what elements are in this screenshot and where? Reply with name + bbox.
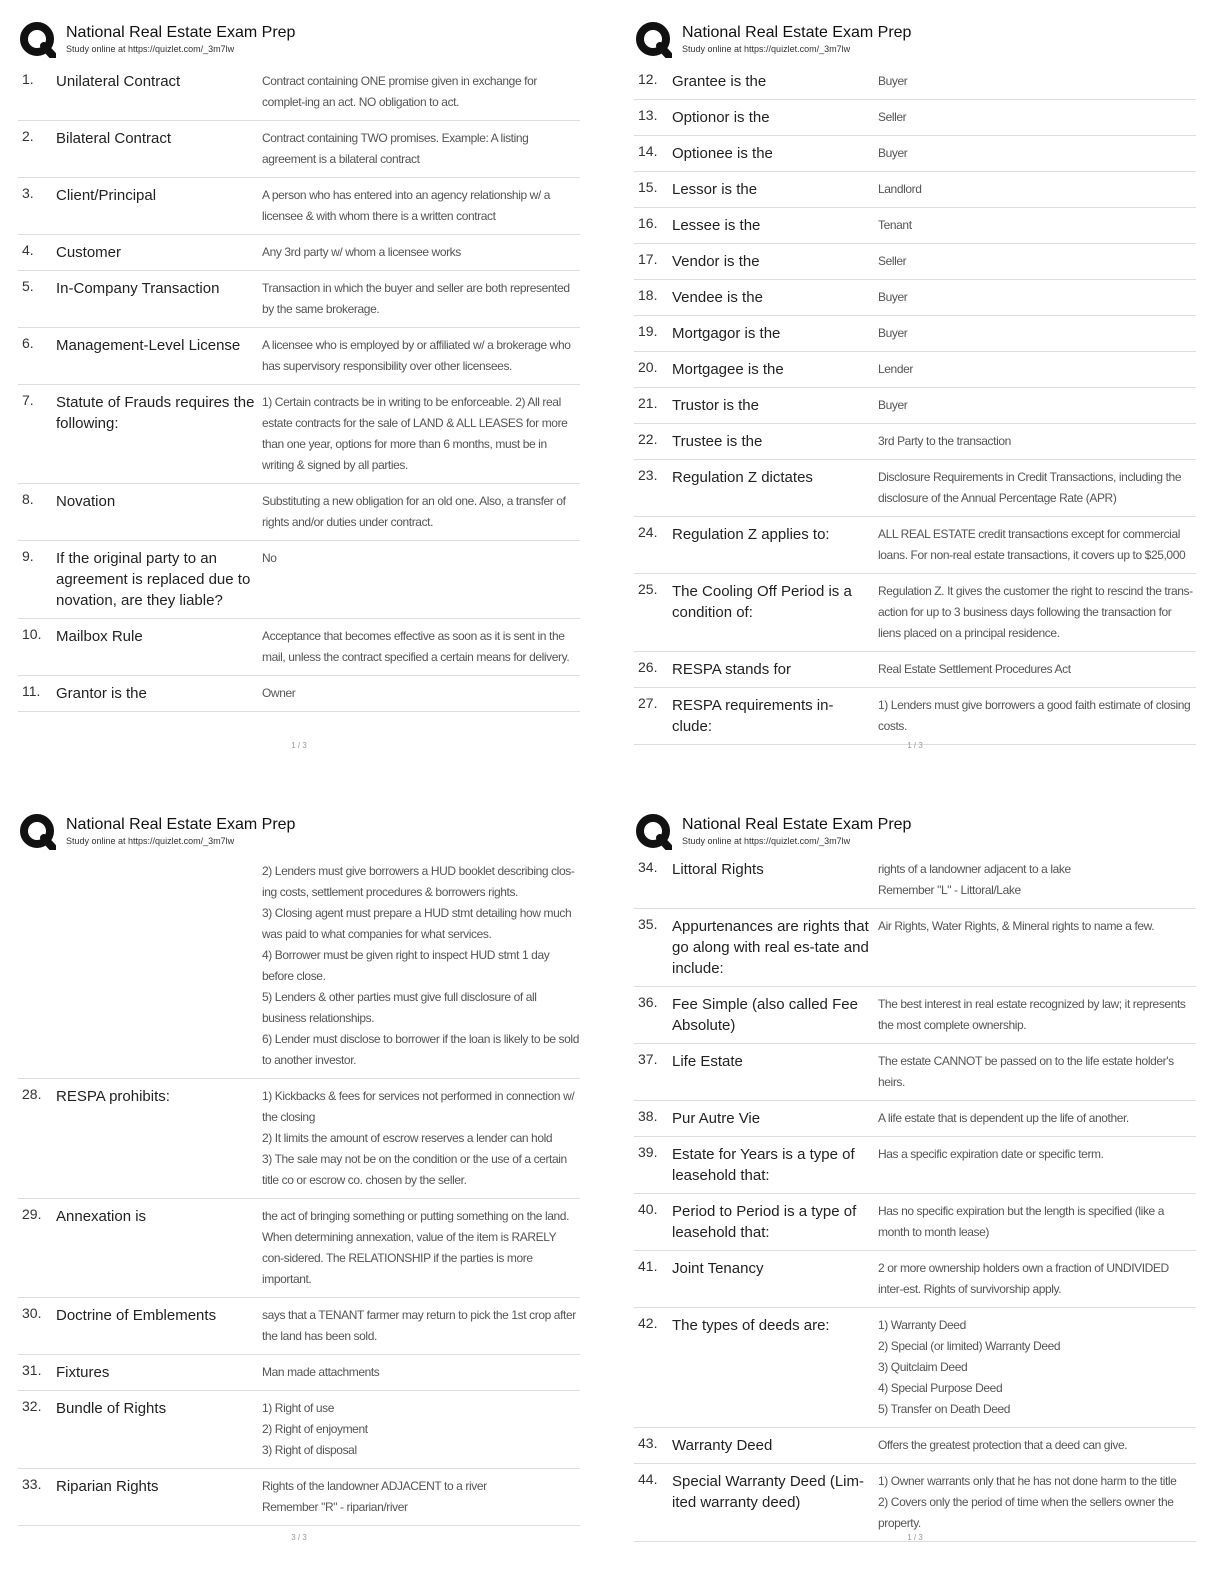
flashcard-row: [18, 676, 580, 712]
card-term: Regulation Z dictates: [672, 469, 813, 486]
flashcard-row: [18, 484, 580, 541]
card-term: Optionee is the: [672, 145, 773, 162]
card-term: If the original party to an agreement is replaced due to novation, are they liable?: [56, 550, 251, 609]
card-definition: Buyer: [878, 290, 908, 304]
card-definition: 1) Certain contracts be in writing to be enforceable. 2) All real estate contracts for the sale of LAND & ALL LEASES for more than one year, options for more than 6 months, must be in writing & signed by all parties.: [262, 395, 568, 472]
card-term: Bilateral Contract: [56, 130, 172, 147]
card-term: Appurtenances are rights that go along with real es-tate and include:: [672, 918, 869, 977]
card-term: Novation: [56, 493, 116, 510]
card-number: 12.: [638, 71, 658, 87]
card-term: In-Company Transaction: [56, 280, 220, 297]
card-number: 27.: [638, 695, 658, 711]
card-number: 23.: [638, 467, 658, 483]
flashcard-row: [18, 1199, 580, 1298]
card-number: 28.: [22, 1086, 42, 1102]
card-definition: A licensee who is employed by or affiliated w/ a brokerage who has supervisory responsibility over other licensees.: [262, 338, 571, 373]
flashcard-row: [634, 64, 1196, 100]
card-definition: 2 or more ownership holders own a fraction of UNDIVIDED inter-est. Rights of survivorship apply.: [878, 1261, 1169, 1296]
card-term: Regulation Z applies to:: [672, 526, 830, 543]
card-number: 43.: [638, 1435, 658, 1451]
card-number: 38.: [638, 1108, 658, 1124]
card-term: RESPA stands for: [672, 661, 791, 678]
flashcard-row: [634, 574, 1196, 652]
card-number: 11.: [22, 683, 41, 699]
flashcard-row: [634, 1251, 1196, 1308]
card-definition: Offers the greatest protection that a deed can give.: [878, 1438, 1128, 1452]
card-definition: Landlord: [878, 182, 922, 196]
card-number: 16.: [638, 215, 658, 231]
card-number: 25.: [638, 581, 658, 597]
card-term: Vendor is the: [672, 253, 760, 270]
page-4: [634, 792, 1196, 1562]
card-term: Fee Simple (also called Fee Absolute): [672, 996, 858, 1034]
flashcard-row: [634, 652, 1196, 688]
flashcard-row: [18, 1391, 580, 1469]
card-number: 20.: [638, 359, 658, 375]
card-definition: Seller: [878, 254, 907, 268]
flashcard-row: [634, 460, 1196, 517]
card-definition: Owner: [262, 686, 296, 700]
card-term: RESPA requirements in-clude:: [672, 697, 834, 735]
card-term: The Cooling Off Period is a condition of:: [672, 583, 852, 621]
card-term: Life Estate: [672, 1053, 743, 1070]
flashcard-row: [18, 328, 580, 385]
brand-title: National Real Estate Exam Prep: [66, 24, 296, 41]
flashcard-row: [18, 64, 580, 121]
card-term: Littoral Rights: [672, 861, 764, 878]
card-number: 41.: [638, 1258, 658, 1274]
card-term: Pur Autre Vie: [672, 1110, 761, 1127]
card-definition: Air Rights, Water Rights, & Mineral rights to name a few.: [878, 919, 1155, 933]
card-definition: 1) Warranty Deed 2) Special (or limited) Warranty Deed 3) Quitclaim Deed 4) Special Purpose Deed 5) Transfer on Death Deed: [878, 1318, 1061, 1416]
brand-title: National Real Estate Exam Prep: [66, 816, 296, 833]
card-number: 13.: [638, 107, 658, 123]
card-number: 22.: [638, 431, 658, 447]
flashcard-row: [18, 271, 580, 328]
brand-subtitle: Study online at https://quizlet.com/_3m7lw: [682, 44, 851, 54]
quizlet-logo-icon: [636, 22, 672, 58]
flashcard-list: [634, 64, 1196, 745]
flashcard-row: [634, 244, 1196, 280]
card-definition: Has a specific expiration date or specific term.: [878, 1147, 1104, 1161]
flashcard-row: [634, 1194, 1196, 1251]
flashcard-row: [634, 316, 1196, 352]
page-header: [634, 22, 1196, 66]
card-definition: Disclosure Requirements in Credit Transactions, including the disclosure of the Annual Percentage Rate (APR): [878, 470, 1182, 505]
card-definition: Buyer: [878, 398, 908, 412]
card-definition: Regulation Z. It gives the customer the right to rescind the trans-action for up to 3 business days following the transaction for liens placed on a principal residence.: [878, 584, 1193, 640]
card-definition: Real Estate Settlement Procedures Act: [878, 662, 1071, 676]
flashcard-row: [634, 208, 1196, 244]
flashcard-row: [18, 121, 580, 178]
card-number: 31.: [22, 1362, 42, 1378]
flashcard-list: [18, 854, 580, 1526]
card-definition: ALL REAL ESTATE credit transactions except for commercial loans. For non-real estate transactions, it covers up to $25,000: [878, 527, 1186, 562]
card-term: Trustee is the: [672, 433, 763, 450]
card-number: 35.: [638, 916, 658, 932]
quizlet-logo-icon: [20, 814, 56, 850]
page-header: [18, 22, 580, 66]
flashcard-row: [18, 1079, 580, 1199]
card-term: Trustor is the: [672, 397, 759, 414]
card-number: 10.: [22, 626, 42, 642]
card-number: 15.: [638, 179, 658, 195]
flashcard-row: [634, 280, 1196, 316]
page-3: [18, 792, 580, 1562]
card-number: 14.: [638, 143, 658, 159]
flashcard-row: [634, 172, 1196, 208]
card-number: 21.: [638, 395, 658, 411]
card-definition: Seller: [878, 110, 907, 124]
card-definition: Buyer: [878, 146, 908, 160]
card-term: The types of deeds are:: [672, 1317, 830, 1334]
card-term: Fixtures: [56, 1364, 110, 1381]
card-term: Annexation is: [56, 1208, 147, 1225]
flashcard-row: [18, 619, 580, 676]
card-definition: A life estate that is dependent up the life of another.: [878, 1111, 1129, 1125]
card-number: 1.: [22, 71, 34, 87]
card-number: 40.: [638, 1201, 658, 1217]
page-number: 1 / 3: [907, 1533, 923, 1542]
brand-title: National Real Estate Exam Prep: [682, 24, 912, 41]
card-definition: Has no specific expiration but the length is specified (like a month to month lease): [878, 1204, 1165, 1239]
card-definition: Rights of the landowner ADJACENT to a river Remember "R" - riparian/river: [262, 1479, 487, 1514]
card-number: 8.: [22, 491, 34, 507]
card-term: Estate for Years is a type of leasehold that:: [672, 1146, 855, 1184]
flashcard-list: [18, 64, 580, 712]
card-term: Grantor is the: [56, 685, 147, 702]
brand-subtitle: Study online at https://quizlet.com/_3m7lw: [682, 836, 851, 846]
card-term: Special Warranty Deed (Lim-ited warranty deed): [672, 1473, 865, 1511]
card-number: 18.: [638, 287, 658, 303]
card-term: Lessee is the: [672, 217, 761, 234]
card-number: 36.: [638, 994, 658, 1010]
card-number: 32.: [22, 1398, 42, 1414]
card-number: 29.: [22, 1206, 42, 1222]
card-definition: Any 3rd party w/ whom a licensee works: [262, 245, 461, 259]
card-term: Statute of Frauds requires the following:: [56, 394, 255, 432]
page-2: [634, 0, 1196, 770]
card-definition: 1) Kickbacks & fees for services not performed in connection w/ the closing 2) It limits the amount of escrow reserves a lender can hold 3) The sale may not be on the condition or the use of a certain title co or escrow co. chosen by the seller.: [262, 1089, 575, 1187]
page-header: [18, 814, 580, 858]
card-number: 19.: [638, 323, 658, 339]
flashcard-row: [634, 1464, 1196, 1542]
page-number: 1 / 3: [907, 741, 923, 750]
flashcard-row: [634, 688, 1196, 745]
card-number: 17.: [638, 251, 658, 267]
card-definition: Tenant: [878, 218, 912, 232]
card-number: 2.: [22, 128, 34, 144]
card-term: Management-Level License: [56, 337, 241, 354]
card-term: Joint Tenancy: [672, 1260, 764, 1277]
card-number: 42.: [638, 1315, 658, 1331]
card-term: Client/Principal: [56, 187, 157, 204]
flashcard-row: [634, 909, 1196, 987]
card-definition: Buyer: [878, 326, 908, 340]
flashcard-row: [634, 1101, 1196, 1137]
brand-subtitle: Study online at https://quizlet.com/_3m7lw: [66, 44, 235, 54]
card-number: 24.: [638, 524, 658, 540]
flashcard-row: [634, 388, 1196, 424]
flashcard-row: [18, 235, 580, 271]
card-term: Unilateral Contract: [56, 73, 181, 90]
quizlet-logo-icon: [636, 814, 672, 850]
card-definition: Acceptance that becomes effective as soon as it is sent in the mail, unless the contract specified a certain means for delivery.: [262, 629, 570, 664]
flashcard-row: [634, 1044, 1196, 1101]
card-definition: rights of a landowner adjacent to a lake Remember "L" - Littoral/Lake: [878, 862, 1071, 897]
card-number: 7.: [22, 392, 34, 408]
card-definition: Transaction in which the buyer and seller are both represented by the same brokerage.: [262, 281, 570, 316]
card-definition: Man made attachments: [262, 1365, 380, 1379]
card-definition: Lender: [878, 362, 913, 376]
card-definition: 1) Lenders must give borrowers a good faith estimate of closing costs.: [878, 698, 1191, 733]
card-number: [18, 861, 56, 1071]
flashcard-row: [634, 852, 1196, 909]
card-term: Grantee is the: [672, 73, 767, 90]
card-number: 44.: [638, 1471, 658, 1487]
flashcard-row: [18, 178, 580, 235]
card-term: Period to Period is a type of leasehold that:: [672, 1203, 857, 1241]
quizlet-logo-icon: [20, 22, 56, 58]
card-term: Customer: [56, 244, 122, 261]
card-term: Warranty Deed: [672, 1437, 773, 1454]
flashcard-row: [634, 1428, 1196, 1464]
brand-subtitle: Study online at https://quizlet.com/_3m7lw: [66, 836, 235, 846]
card-number: 33.: [22, 1476, 42, 1492]
flashcard-row: [634, 517, 1196, 574]
flashcard-row: [634, 352, 1196, 388]
card-number: 4.: [22, 242, 34, 258]
card-number: 26.: [638, 659, 658, 675]
page-number: 1 / 3: [291, 741, 307, 750]
page-1: [18, 0, 580, 770]
card-number: 39.: [638, 1144, 658, 1160]
card-definition: A person who has entered into an agency relationship w/ a licensee & with whom there is a written contract: [262, 188, 551, 223]
brand-title: National Real Estate Exam Prep: [682, 816, 912, 833]
card-term: Lessor is the: [672, 181, 758, 198]
card-term: Mailbox Rule: [56, 628, 143, 645]
flashcard-row: [18, 854, 580, 1079]
card-number: 30.: [22, 1305, 42, 1321]
card-number: 37.: [638, 1051, 658, 1067]
card-definition: 3rd Party to the transaction: [878, 434, 1011, 448]
card-number: 5.: [22, 278, 34, 294]
card-term: Vendee is the: [672, 289, 763, 306]
card-number: 9.: [22, 548, 34, 564]
card-term: Mortgagor is the: [672, 325, 781, 342]
card-term: Doctrine of Emblements: [56, 1307, 217, 1324]
card-number: 34.: [638, 859, 658, 875]
flashcard-row: [18, 385, 580, 484]
card-definition: Contract containing ONE promise given in exchange for complet-ing an act. NO obligation to act.: [262, 74, 537, 109]
card-definition: 1) Right of use 2) Right of enjoyment 3) Right of disposal: [262, 1401, 368, 1457]
flashcard-row: [634, 424, 1196, 460]
card-definition: says that a TENANT farmer may return to pick the 1st crop after the land has been sold.: [262, 1308, 576, 1343]
card-number: 3.: [22, 185, 34, 201]
flashcard-row: [634, 100, 1196, 136]
flashcard-row: [634, 987, 1196, 1044]
card-definition: No: [262, 551, 277, 565]
flashcard-row: [18, 1469, 580, 1526]
card-definition: Contract containing TWO promises. Example: A listing agreement is a bilateral contract: [262, 131, 529, 166]
card-term: Riparian Rights: [56, 1478, 159, 1495]
flashcard-row: [634, 1137, 1196, 1194]
page-number: 3 / 3: [291, 1533, 307, 1542]
card-term: RESPA prohibits:: [56, 1088, 170, 1105]
card-definition: The estate CANNOT be passed on to the life estate holder's heirs.: [878, 1054, 1174, 1089]
flashcard-row: [18, 541, 580, 619]
flashcard-row: [634, 136, 1196, 172]
card-definition: 1) Owner warrants only that he has not done harm to the title 2) Covers only the period of time when the sellers owner the property.: [878, 1474, 1177, 1530]
card-definition: 2) Lenders must give borrowers a HUD booklet describing clos-ing costs, settlement procedures & borrowers rights. 3) Closing agent must prepare a HUD stmt detailing how much was paid to what companies for what services. 4) Borrower must be given right to inspect HUD stmt 1 day before close. 5) Lenders & other parties must give full disclosure of all business relationships. 6) Lender must disclose to borrower if the loan is likely to be sold to another investor.: [262, 864, 579, 1067]
card-term: Mortgagee is the: [672, 361, 784, 378]
card-number: 6.: [22, 335, 34, 351]
card-definition: the act of bringing something or putting something on the land. When determining annexation, value of the item is RARELY con-sidered. The RELATIONSHIP if the parties is more important.: [262, 1209, 570, 1286]
card-term: Bundle of Rights: [56, 1400, 167, 1417]
card-definition: Substituting a new obligation for an old one. Also, a transfer of rights and/or duties under contract.: [262, 494, 566, 529]
card-definition: Buyer: [878, 74, 908, 88]
flashcard-row: [634, 1308, 1196, 1428]
card-term: [56, 861, 262, 1071]
card-definition: The best interest in real estate recognized by law; it represents the most complete ownership.: [878, 997, 1186, 1032]
card-term: Optionor is the: [672, 109, 770, 126]
flashcard-list: [634, 852, 1196, 1542]
flashcard-row: [18, 1298, 580, 1355]
flashcard-row: [18, 1355, 580, 1391]
